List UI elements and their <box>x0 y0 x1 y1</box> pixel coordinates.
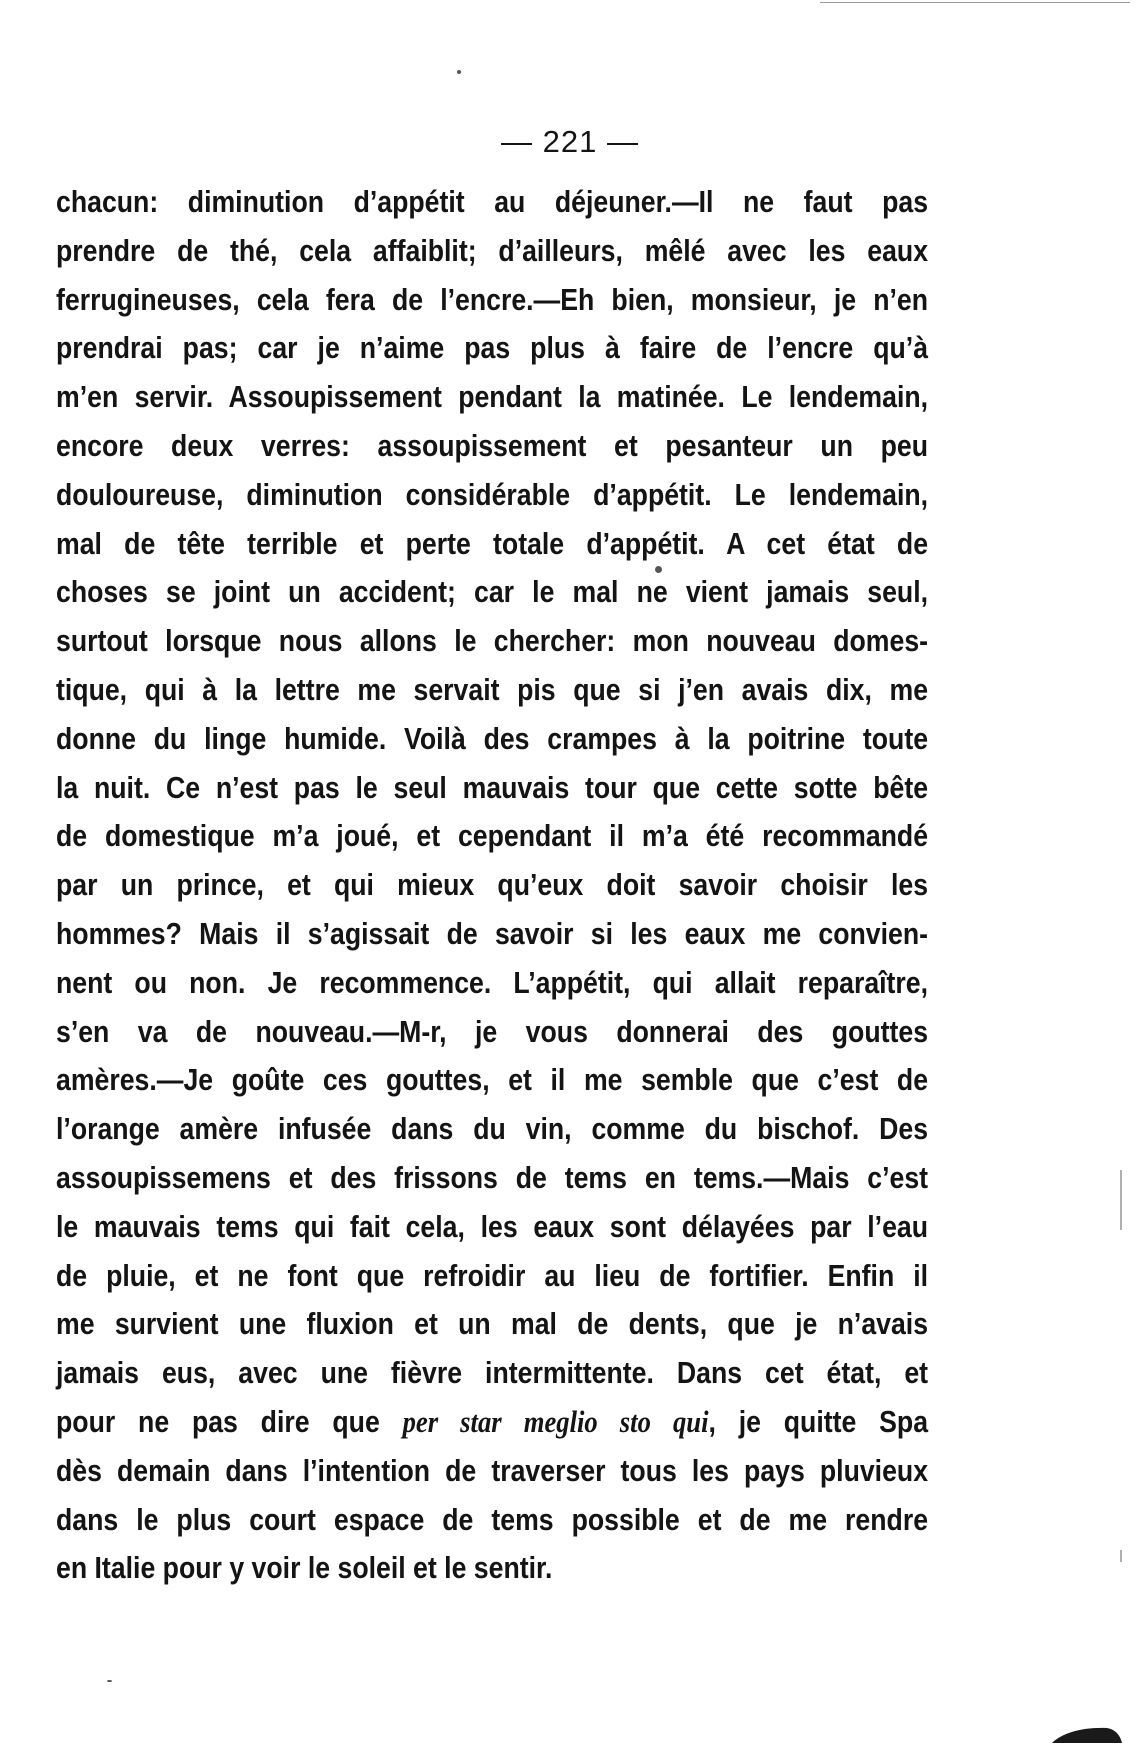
text-line: choses se joint un accident; car le mal ne vient jamais seul, <box>56 574 929 610</box>
text-line: la nuit. Ce n’est pas le seul mauvais tour que cette sotte bête <box>56 769 929 805</box>
text-line: ferrugineuses, cela fera de l’encre.—Eh bien, monsieur, je n’en <box>56 281 929 317</box>
text-line: jamais eus, avec une fièvre intermittente. Dans cet état, et <box>56 1355 929 1391</box>
text-line: prendrai pas; car je n’aime pas plus à faire de l’encre qu’à <box>56 330 929 366</box>
text-line: de pluie, et ne font que refroidir au lieu de fortifier. Enfin il <box>56 1257 929 1293</box>
text-line-italic-quote <box>56 1398 928 1447</box>
text-line: dans le plus court espace de tems possible et de me rendre <box>56 1501 929 1537</box>
ink-speck <box>107 1680 112 1682</box>
text-line: s’en va de nouveau.—M-r, je vous donnerai des gouttes <box>56 1013 929 1049</box>
text-line: dès demain dans l’intention de traverser tous les pays pluvieux <box>56 1452 929 1488</box>
text-segment: , je quitte Spa <box>708 1403 929 1439</box>
text-line: prendre de thé, cela affaiblit; d’ailleurs, mêlé avec les eaux <box>56 232 929 268</box>
text-line: amères.—Je goûte ces gouttes, et il me semble que c’est de <box>56 1062 929 1098</box>
text-line: par un prince, et qui mieux qu’eux doit savoir choisir les <box>56 867 929 903</box>
text-line: m’en servir. Assoupissement pendant la matinée. Le lendemain, <box>56 379 929 415</box>
corner-ink-blot <box>1052 1725 1122 1743</box>
text-line-last: en Italie pour y voir le soleil et le sentir. <box>56 1550 553 1586</box>
text-line: nent ou non. Je recommence. L’appétit, qui allait reparaître, <box>56 964 929 1000</box>
text-line: mal de tête terrible et perte totale d’appétit. A cet état de <box>56 525 929 561</box>
top-edge-rule <box>820 2 1130 3</box>
text-line: encore deux verres: assoupissement et pesanteur un peu <box>56 427 929 463</box>
text-line: donne du linge humide. Voilà des crampes à la poitrine toute <box>56 720 929 756</box>
ink-speck <box>457 70 461 74</box>
page-number: — 221 — <box>501 124 639 159</box>
text-line: douloureuse, diminution considérable d’appétit. Le lendemain, <box>56 476 929 512</box>
text-line: tique, qui à la lettre me servait pis que si j’en avais dix, me <box>56 671 929 707</box>
text-line: chacun: diminution d’appétit au déjeuner.—Il ne faut pas <box>56 184 929 219</box>
italic-quote: per star meglio sto qui <box>402 1403 709 1439</box>
text-line: l’orange amère infusée dans du vin, comme du bischof. Des <box>56 1111 929 1147</box>
text-line: de domestique m’a joué, et cependant il m’a été recommandé <box>56 818 929 854</box>
body-text <box>56 178 928 1593</box>
text-line: hommes? Mais il s’agissait de savoir si les eaux me convien- <box>56 915 929 951</box>
margin-mark <box>1120 1170 1122 1230</box>
text-line: assoupissemens et des frissons de tems en tems.—Mais c’est <box>56 1159 929 1195</box>
text-line: surtout lorsque nous allons le chercher: mon nouveau domes- <box>56 623 929 659</box>
text-line: me survient une fluxion et un mal de dents, que je n’avais <box>56 1306 929 1342</box>
text-segment: pour ne pas dire que <box>56 1403 403 1439</box>
margin-mark <box>1120 1550 1122 1562</box>
text-line: le mauvais tems qui fait cela, les eaux sont délayées par l’eau <box>56 1208 929 1244</box>
